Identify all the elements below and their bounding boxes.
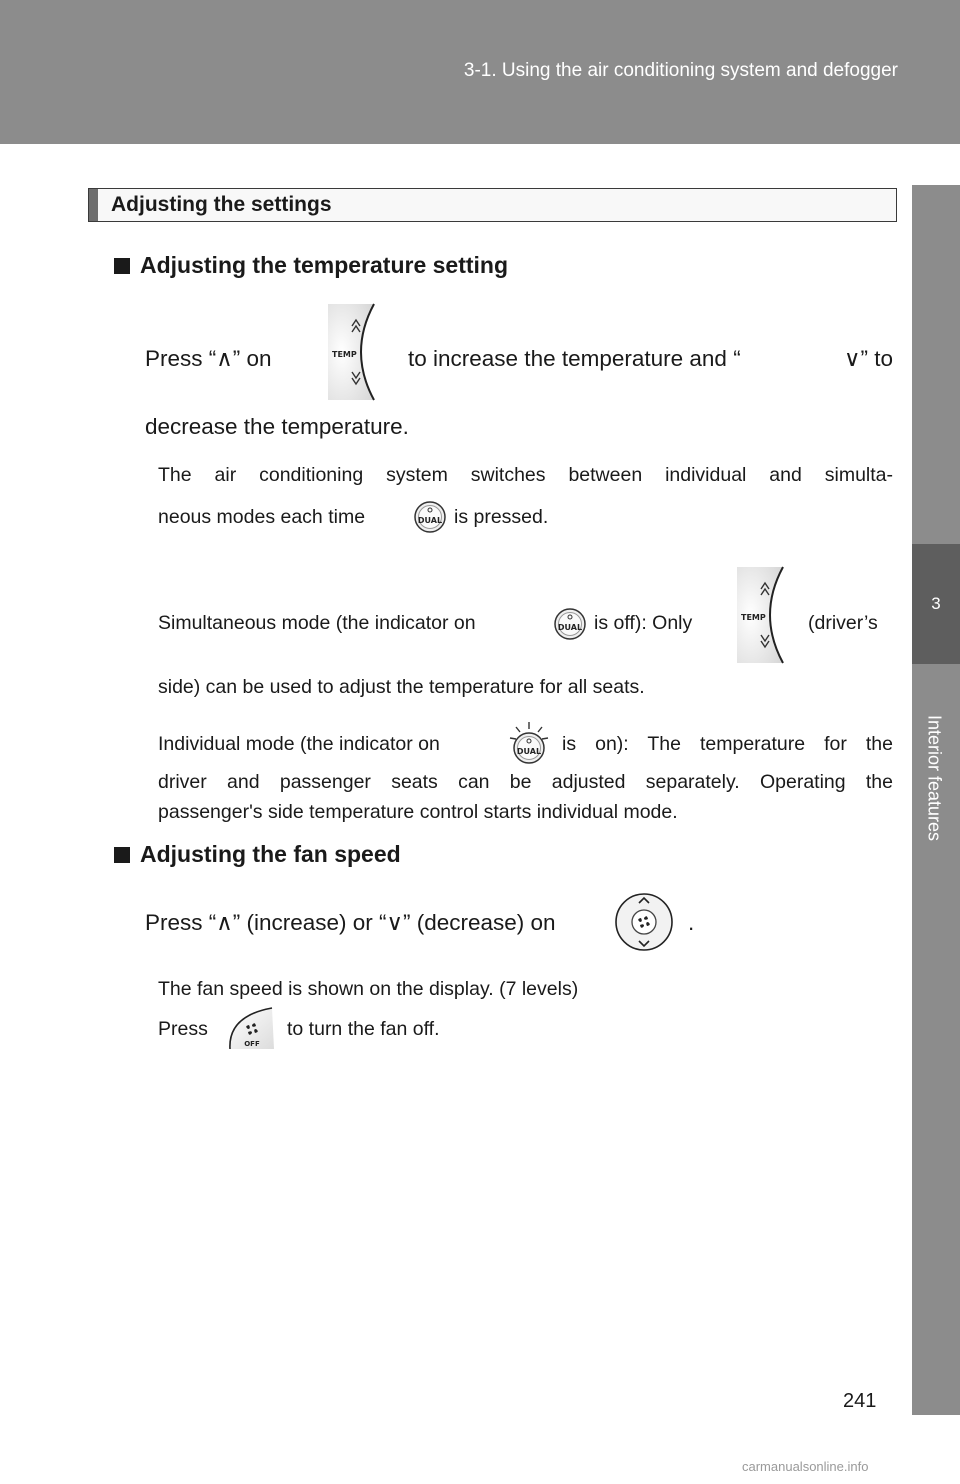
header-band (0, 0, 960, 144)
individual-mode-line2: driver and passenger seats can be adjusted separately. Operating the (158, 771, 893, 793)
chapter-number: 3 (912, 544, 960, 664)
fan-off-button-icon (226, 1006, 276, 1052)
watermark[interactable]: carmanualsonline.info (742, 1459, 869, 1474)
fan-off-note-a: Press (158, 1018, 208, 1040)
section-title: Adjusting the settings (111, 193, 332, 216)
svg-text:OFF: OFF (244, 1040, 260, 1048)
individual-mode-text-a: Individual mode (the indicator on (158, 733, 440, 755)
simultaneous-mode-text-b: is off): Only (594, 612, 693, 634)
dual-note-line2b: is pressed. (454, 506, 549, 528)
individual-mode-text-b: is on): The temperature for the (562, 733, 893, 755)
dual-note-line1: The air conditioning system switches between individual and simulta- (158, 464, 893, 486)
temperature-heading: Adjusting the temperature setting (114, 252, 508, 279)
fan-instruction-text: Press “∧” (increase) or “∨” (decrease) on (145, 910, 556, 935)
dual-button-icon (413, 500, 447, 534)
svg-text:DUAL: DUAL (516, 747, 542, 756)
temp-dial-icon (735, 565, 789, 665)
simultaneous-mode-text-c: (driver’s (808, 612, 878, 634)
temp-dial-icon (326, 302, 380, 402)
fan-off-note-b: to turn the fan off. (287, 1018, 440, 1040)
square-bullet-icon (114, 847, 130, 863)
square-bullet-icon (114, 258, 130, 274)
chapter-label: Interior features (924, 714, 945, 842)
simultaneous-mode-line2: side) can be used to adjust the temperature for all seats. (158, 676, 645, 698)
temp-instruction-part1: Press “∧” on (145, 346, 272, 371)
temp-instruction-line2: decrease the temperature. (145, 414, 409, 439)
section-bar (89, 189, 98, 221)
dual-button-icon (553, 607, 587, 641)
svg-text:DUAL: DUAL (417, 516, 443, 525)
simultaneous-mode-text-a: Simultaneous mode (the indicator on (158, 612, 476, 634)
fan-instruction-period: . (688, 910, 695, 935)
individual-mode-line3: passenger's side temperature control starts individual mode. (158, 801, 678, 823)
breadcrumb: 3-1. Using the air conditioning system and defogger (463, 60, 898, 81)
section-header (88, 188, 897, 222)
svg-text:TEMP: TEMP (332, 350, 357, 359)
dual-indicator-on-icon (506, 720, 552, 766)
svg-text:TEMP: TEMP (741, 613, 766, 622)
fan-knob-icon (614, 892, 674, 952)
fan-speed-heading: Adjusting the fan speed (114, 841, 401, 868)
dual-note-line2a: neous modes each time (158, 506, 366, 528)
page-number: 241 (843, 1390, 877, 1412)
svg-text:DUAL: DUAL (557, 623, 583, 632)
fan-levels-note: The fan speed is shown on the display. (7 levels) (158, 978, 579, 1000)
temp-instruction-part2: to increase the temperature and “ ∨” to (408, 346, 893, 371)
